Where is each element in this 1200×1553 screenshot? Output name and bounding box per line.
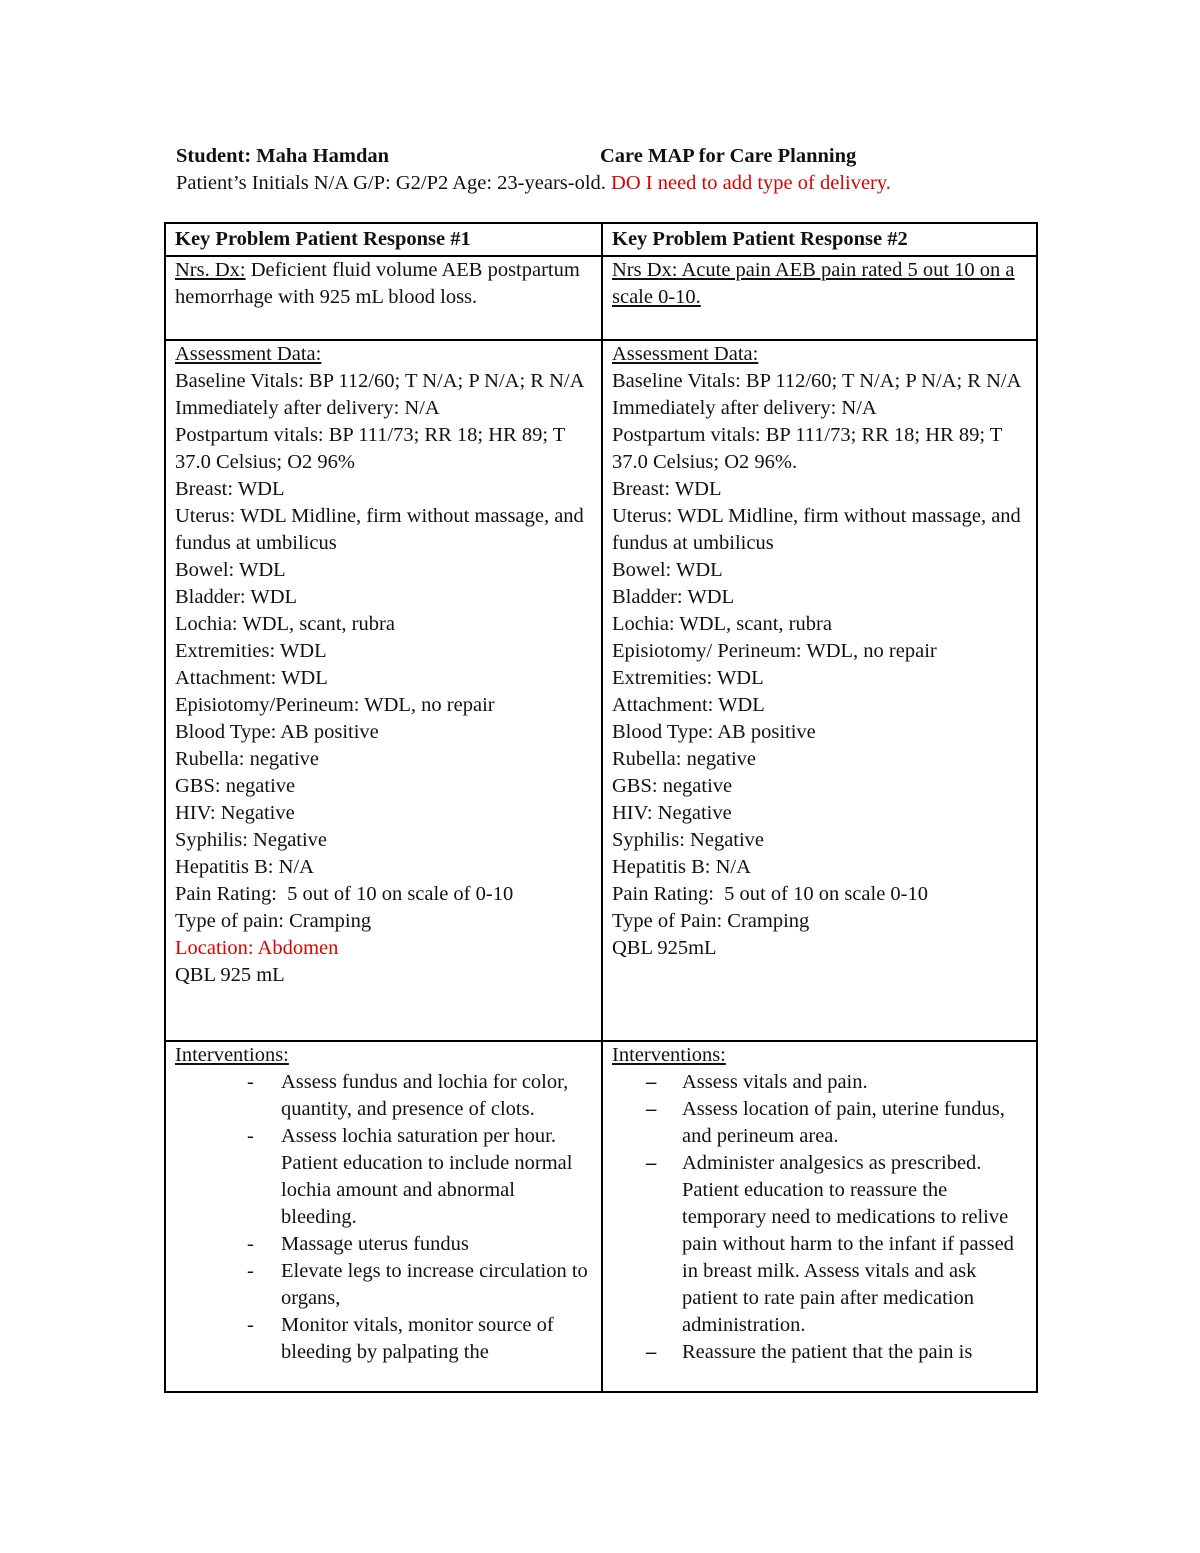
delivery-note: DO I need to add type of delivery. <box>611 172 891 194</box>
nursing-dx-text: Deficient fluid volume AEB postpartum hemorrhage with 925 mL blood loss. <box>175 259 580 308</box>
assessment-item: Pain Rating: 5 out of 10 on scale 0-10 <box>612 883 928 905</box>
assessment-item: Attachment: WDL <box>612 694 765 716</box>
assessment-row <box>165 340 1037 1041</box>
assessment-item: Lochia: WDL, scant, rubra <box>175 613 395 635</box>
assessment-item: Blood Type: AB positive <box>612 721 816 743</box>
assessment-label: Assessment Data: <box>612 343 759 365</box>
assessment-item: Baseline Vitals: BP 112/60; T N/A; P N/A; R N/A <box>612 370 1022 392</box>
page-title: Care MAP for Care Planning <box>600 145 857 167</box>
intervention-item: - Massage uterus fundus <box>175 1231 593 1258</box>
assessment-item: Rubella: negative <box>175 748 320 770</box>
student-name: Student: Maha Hamdan <box>176 145 390 167</box>
assessment-cell-1 <box>165 340 602 1041</box>
intervention-item: – Assess location of pain, uterine fundus, and perineum area. <box>612 1096 1028 1150</box>
assessment-item: Hepatitis B: N/A <box>175 856 314 878</box>
intervention-item: - Assess fundus and lochia for color, quantity, and presence of clots. <box>175 1069 593 1123</box>
assessment-item: Bladder: WDL <box>612 586 735 608</box>
interventions-row <box>165 1041 1037 1392</box>
interventions-label: Interventions: <box>612 1044 726 1066</box>
assessment-item: Pain Rating: 5 out of 10 on scale of 0-10 <box>175 883 514 905</box>
assessment-item: Breast: WDL <box>175 478 285 500</box>
assessment-item: Baseline Vitals: BP 112/60; T N/A; P N/A; R N/A <box>175 370 585 392</box>
assessment-item: Type of Pain: Cramping <box>612 910 810 932</box>
assessment-item: GBS: negative <box>612 775 733 797</box>
column-heading-2: Key Problem Patient Response #2 <box>602 223 1037 256</box>
assessment-item: Extremities: WDL <box>612 667 764 689</box>
assessment-item: Extremities: WDL <box>175 640 327 662</box>
assessment-item: Hepatitis B: N/A <box>612 856 751 878</box>
intervention-item: – Assess vitals and pain. <box>612 1069 1028 1096</box>
intervention-item: - Monitor vitals, monitor source of bleeding by palpating the <box>175 1312 593 1366</box>
assessment-list <box>175 368 593 989</box>
assessment-item: HIV: Negative <box>175 802 295 824</box>
intervention-item: - Assess lochia saturation per hour. Patient education to include normal lochia amount and abnormal bleeding. <box>175 1123 593 1231</box>
assessment-item: Bowel: WDL <box>175 559 286 581</box>
assessment-item: Immediately after delivery: N/A <box>612 397 877 419</box>
nursing-dx-text: Nrs Dx: Acute pain AEB pain rated 5 out 10 on a scale 0-10. <box>612 259 1015 308</box>
nursing-dx-label: Nrs. Dx: <box>175 259 246 281</box>
assessment-item: Uterus: WDL Midline, firm without massage, and fundus at umbilicus <box>612 505 1026 554</box>
assessment-item: Bladder: WDL <box>175 586 298 608</box>
heading-row <box>165 223 1037 256</box>
assessment-item: Lochia: WDL, scant, rubra <box>612 613 832 635</box>
interventions-cell-1 <box>165 1041 602 1392</box>
assessment-item: Rubella: negative <box>612 748 757 770</box>
assessment-list <box>612 368 1028 962</box>
assessment-item: Postpartum vitals: BP 111/73; RR 18; HR 89; T 37.0 Celsius; O2 96% <box>175 424 571 473</box>
assessment-item: Syphilis: Negative <box>612 829 765 851</box>
assessment-item: GBS: negative <box>175 775 296 797</box>
assessment-item: Type of pain: Cramping <box>175 910 372 932</box>
assessment-item: QBL 925 mL <box>175 964 285 986</box>
diagnosis-row <box>165 256 1037 340</box>
assessment-label: Assessment Data: <box>175 343 322 365</box>
intervention-item: - Elevate legs to increase circulation to organs, <box>175 1258 593 1312</box>
intervention-item: – Reassure the patient that the pain is <box>612 1339 1028 1366</box>
interventions-label: Interventions: <box>175 1044 289 1066</box>
assessment-item: Bowel: WDL <box>612 559 723 581</box>
assessment-item: Location: Abdomen <box>175 937 339 959</box>
assessment-item: Breast: WDL <box>612 478 722 500</box>
interventions-cell-2 <box>602 1041 1037 1392</box>
assessment-item: HIV: Negative <box>612 802 732 824</box>
assessment-item: Episiotomy/ Perineum: WDL, no repair <box>612 640 937 662</box>
assessment-cell-2 <box>602 340 1037 1041</box>
intervention-item: – Administer analgesics as prescribed. Patient education to reassure the temporary need to medications to relive pain without harm to the infant if passed in breast milk. Assess vitals and ask patient to rate pain after medication administration. <box>612 1150 1028 1339</box>
assessment-item: QBL 925mL <box>612 937 717 959</box>
assessment-item: Immediately after delivery: N/A <box>175 397 440 419</box>
patient-details: Patient’s Initials N/A G/P: G2/P2 Age: 23-years-old. <box>176 172 606 194</box>
assessment-item: Uterus: WDL Midline, firm without massage, and fundus at umbilicus <box>175 505 589 554</box>
assessment-item: Attachment: WDL <box>175 667 328 689</box>
care-map-table <box>164 222 1038 1393</box>
interventions-list <box>612 1069 1028 1366</box>
assessment-item: Blood Type: AB positive <box>175 721 379 743</box>
interventions-list <box>175 1069 593 1366</box>
assessment-item: Episiotomy/Perineum: WDL, no repair <box>175 694 495 716</box>
assessment-item: Postpartum vitals: BP 111/73; RR 18; HR 89; T 37.0 Celsius; O2 96%. <box>612 424 1008 473</box>
assessment-item: Syphilis: Negative <box>175 829 328 851</box>
patient-info-line <box>176 170 891 196</box>
column-heading-1: Key Problem Patient Response #1 <box>165 223 602 256</box>
diagnosis-cell-1 <box>165 256 602 340</box>
diagnosis-cell-2 <box>602 256 1037 340</box>
